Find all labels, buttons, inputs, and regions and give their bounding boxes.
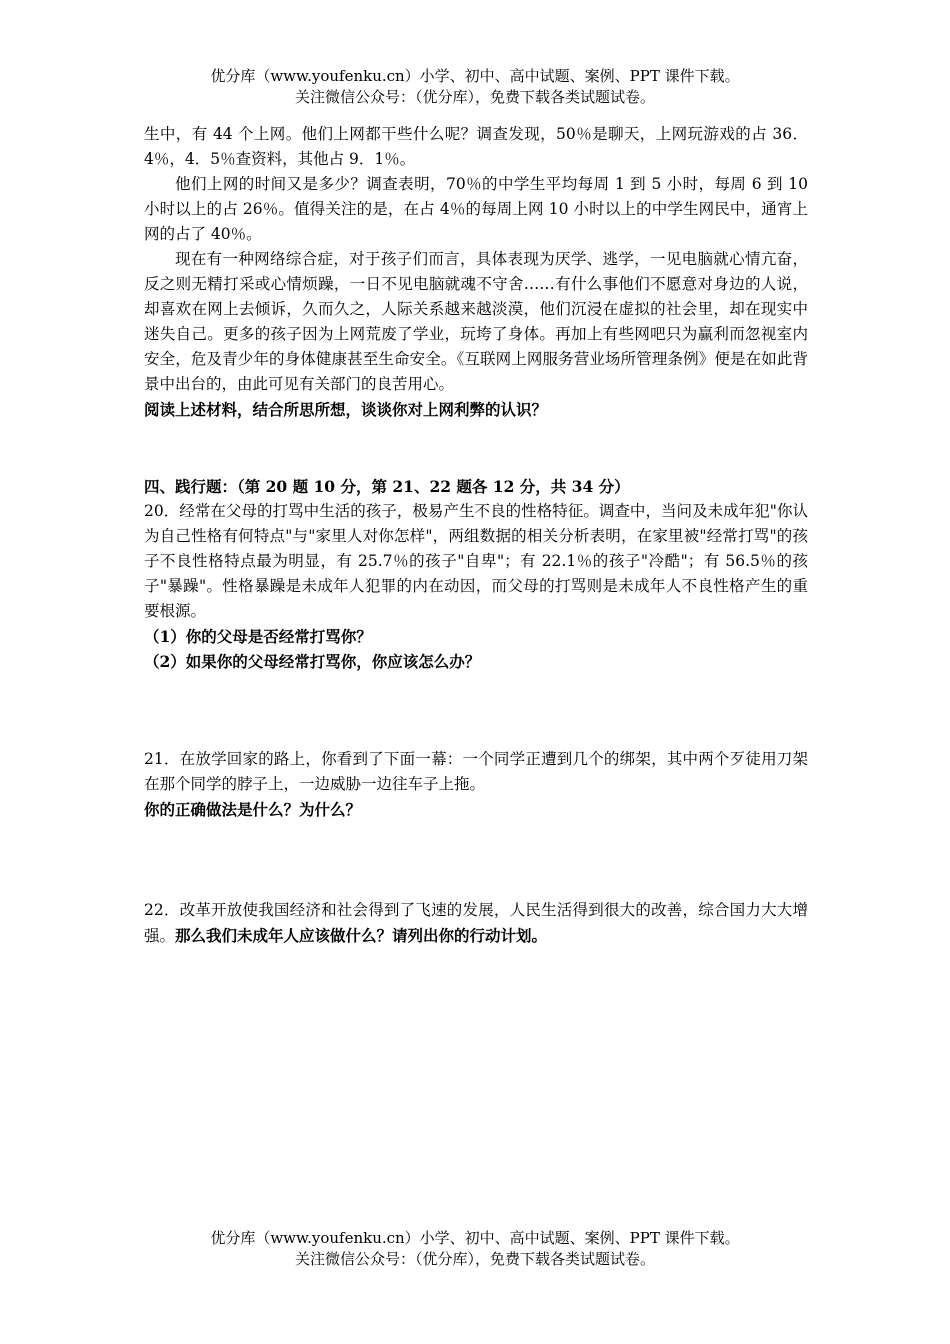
- material-question: 阅读上述材料，结合所思所想，谈谈你对上网利弊的认识？: [144, 400, 548, 419]
- material-paragraph-2: 他们上网的时间又是多少？调查表明，70％的中学生平均每周 1 到 5 小时，每周 6 到 10 小时以上的占 26％。值得关注的是，在占 4％的每周上网 10 小时以上的中学生网民中，通宵上网的占了 40％。: [144, 175, 808, 243]
- footer-line-2: 关注微信公众号：（优分库），免费下载各类试题试卷。: [294, 1250, 655, 1268]
- question-22: [144, 898, 808, 949]
- page-header: [0, 66, 950, 108]
- question-22-question: 那么我们未成年人应该做什么？请列出你的行动计划。: [175, 926, 548, 945]
- header-line-2: 关注微信公众号：（优分库），免费下载各类试题试卷。: [294, 88, 655, 106]
- question-20-sub-2: （2）如果你的父母经常打骂你，你应该怎么办？: [144, 652, 481, 671]
- footer-line-1: 优分库（www.youfenku.cn）小学、初中、高中试题、案例、PPT 课件下载。: [210, 1229, 740, 1247]
- question-21-text: 21．在放学回家的路上，你看到了下面一幕：一个同学正遭到几个的绑架，其中两个歹徒用刀架在那个同学的脖子上，一边威胁一边往车子上拖。: [144, 750, 808, 793]
- question-20-sub-1: （1）你的父母是否经常打骂你？: [144, 627, 372, 646]
- header-line-1: 优分库（www.youfenku.cn）小学、初中、高中试题、案例、PPT 课件下载。: [210, 67, 740, 85]
- question-21: [144, 747, 808, 822]
- section-four-title: 四、践行题：（第 20 题 10 分，第 21、22 题各 12 分，共 34 分）: [144, 477, 630, 496]
- page-footer: [0, 1228, 950, 1270]
- question-22-text: 22．改革开放使我国经济和社会得到了飞速的发展，人民生活得到很大的改善，综合国力大大增强。: [144, 901, 808, 945]
- material-paragraph-3: 现在有一种网络综合症，对于孩子们而言，具体表现为厌学、逃学，一见电脑就心情亢奋，反之则无精打采或心情烦躁，一日不见电脑就魂不守舍……有什么事他们不愿意对身边的人说，却喜欢在网上去倾诉，久而久之，人际关系越来越淡漠，他们沉浸在虚拟的社会里，却在现实中迷失自己。更多的孩子因为上网荒废了学业，玩垮了身体。再加上有些网吧只为赢利而忽视室内安全，危及青少年的身体健康甚至生命安全。《互联网上网服务营业场所管理条例》便是在如此背景中出台的，由此可见有关部门的良苦用心。: [144, 250, 808, 393]
- reading-material: [144, 122, 808, 422]
- question-20-text: 20．经常在父母的打骂中生活的孩子，极易产生不良的性格特征。调查中，当问及未成年犯"你认为自己性格有何特点"与"家里人对你怎样"，两组数据的相关分析表明，在家里被"经常打骂"的孩子不良性格特点最为明显，有 25.7％的孩子"自卑"；有 22.1％的孩子"冷酷"；有 56.5％的孩子"暴躁"。性格暴躁是未成年人犯罪的内在动因，而父母的打骂则是未成年人不良性格产生的重要根源。: [144, 502, 808, 620]
- question-21-question: 你的正确做法是什么？为什么？: [144, 800, 362, 819]
- section-four: [144, 474, 808, 674]
- question-22-paragraph: [144, 898, 808, 949]
- material-paragraph-1: 生中，有 44 个上网。他们上网都干些什么呢？调查发现，50％是聊天，上网玩游戏的占 36．4％，4．5％查资料，其他占 9．1％。: [144, 125, 808, 168]
